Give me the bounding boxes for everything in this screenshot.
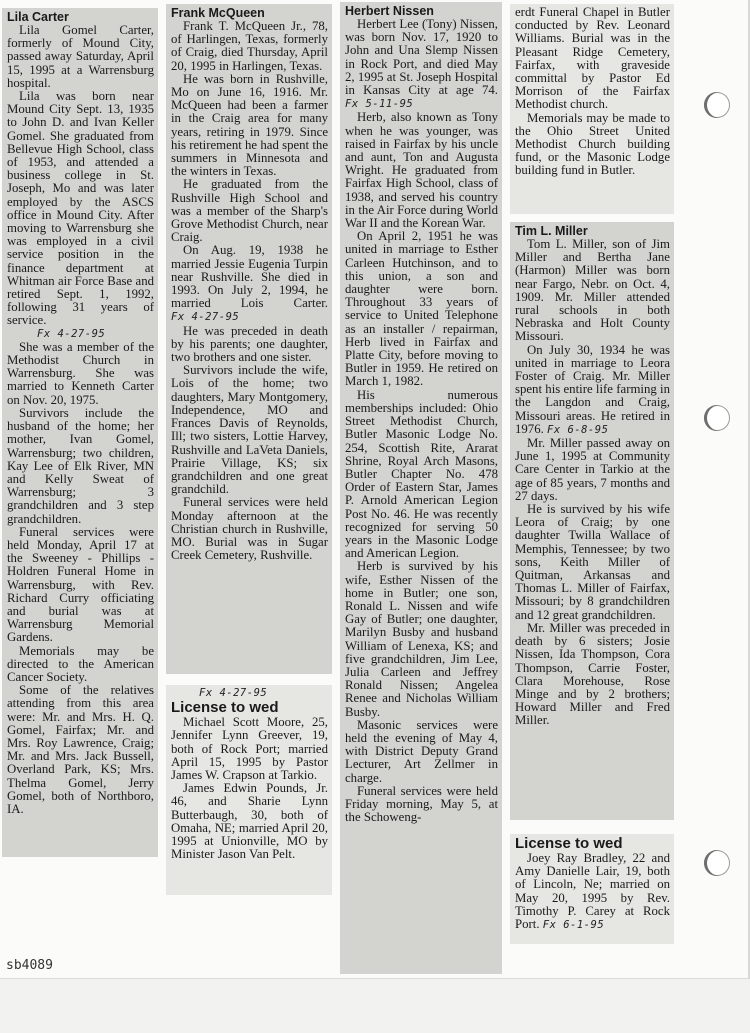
- paragraph: He was born in Rushville, Mo on June 16, 1916. Mr. McQueen had been a farmer in the Craig area for many years, retiring in 1979. Since his retirement he had spent the summers in Minnesota and the winters in Texas.: [171, 71, 328, 179]
- paragraph: Joey Ray Bradley, 22 and Amy Danielle Lair, 19, both of Lincoln, Ne; married on May 20, 1995 by Rev. Timothy P. Carey at Rock Port. Fx 6-1-95: [515, 851, 670, 932]
- binder-hole: [704, 92, 730, 118]
- paragraph: Herb, also known as Tony when he was younger, was raised in Fairfax by his uncle and aunt, Ton and Augusta Wright. He graduated from Fairfax High School, class of 1938, and served his country in the Air Force during World War II and the Korean War.: [345, 110, 498, 231]
- paragraph: He graduated from the Rushville High School and was a member of the Sharp's Grove Methodist Church, near Craig.: [171, 177, 328, 245]
- paragraph: Funeral services were held Friday morning, May 5, at the Schoweng-: [345, 783, 498, 825]
- obituary-title: Lila Carter: [7, 10, 69, 24]
- paragraph: Survivors include the husband of the home; her mother, Ivan Gomel, Warrensburg; two children, Kay Lee of Elk River, MN and Kelly Sweat of Warrensburg; 3 grandchildren and 3 step grandchildren.: [7, 405, 154, 526]
- paragraph: Some of the relatives attending from this area were: Mr. and Mrs. H. Q. Gomel, Fairfax; Mr. and Mrs. Roy Lawrence, Craig; Mr. and Mrs. Jack Bussell, Overland Park, KS; Mrs. Thelma Gomel, Jerry Gomel, both of Northboro, IA.: [7, 683, 154, 816]
- paragraph: Masonic services were held the evening of May 4, with District Deputy Grand Lecturer, Art Zellmer in charge.: [345, 717, 498, 785]
- section-title: License to wed: [171, 699, 279, 717]
- paragraph: On April 2, 1951 he was united in marriage to Esther Carleen Hutchinson, and to this union, a son and daughter were born. Throughout 33 years of service to United Telephone as an installer / repairman, Herb lived in Fairfax and Platte City, before moving to Butler in 1959. He retired on March 1, 1982.: [345, 229, 498, 389]
- obituary-lila-carter: [2, 8, 158, 857]
- license-to-wed-clipping: [166, 685, 332, 895]
- binder-hole: [704, 850, 730, 876]
- paragraph: Mr. Miller passed away on June 1, 1995 at Community Care Center in Tarkio at the age of 85 years, 7 months and 27 days.: [515, 436, 670, 503]
- obituary-continuation: [510, 4, 674, 214]
- paragraph: Herb is survived by his wife, Esther Nissen of the home in Butler; one son, Ronald L. Nissen and wife Gay of Butler; one daughter, Marilyn Busby and husband William of Lenexa, KS; and five grandchildren, Jim Lee, Julia Carleen and Jeffrey Ronald Nissen; Angelea Renee and Nicholas William Busby.: [345, 559, 498, 719]
- handwritten-note: Fx 4-27-95: [171, 311, 240, 324]
- handwritten-note: Fx 5-11-95: [345, 98, 414, 111]
- license-to-wed-clipping: [510, 834, 674, 944]
- paragraph: Survivors include the wife, Lois of the home; two daughters, Mary Montgomery, Independence, MO and Frances Davis of Reynolds, Ill; two sisters, Lottie Harvey, Rushville and LaVeta Daniels, Prairie Village, KS; six grandchildren and one great grandchild.: [171, 363, 328, 497]
- paragraph: Herbert Lee (Tony) Nissen, was born Nov. 17, 1920 to John and Una Slemp Nissen in Rock Port, and died May 2, 1995 at St. Joseph Hospital in Kansas City at age 74. Fx 5-11-95: [345, 17, 498, 111]
- paragraph: Mr. Miller was preceded in death by 6 sisters; Josie Nissen, Ida Thompson, Cora Thompson, Carrie Foster, Clara Morehouse, Rose Minge and by 2 brothers; Howard Miller and Fred Miller.: [515, 620, 670, 728]
- paragraph: James Edwin Pounds, Jr. 46, and Sharie Lynn Butterbaugh, 30, both of Omaha, NE; married April 20, 1995 at Unionville, MO by Minister Jason Van Pelt.: [171, 781, 328, 862]
- paragraph: Funeral services were held Monday, April 17 at the Sweeney - Phillips - Holdren Funeral Home in Warrensburg, with Rev. Richard Curry officiating and burial was at Warrensburg Memorial Gardens.: [7, 524, 154, 645]
- paragraph: Lila was born near Mound City Sept. 13, 1935 to John D. and Ivan Keller Gomel. She graduated from Bellevue High School, class of 1953, and attended a business college in St. Joseph, Mo and was later employed by the ASCS office in Mound City. After moving to Warrensburg she was employed in a civil service position in the finance department at Whitman air Force Base and retired Sept. 1, 1992, following 31 years of service.: [7, 89, 154, 328]
- paragraph: He is survived by his wife Leora of Craig; by one daughter Twilla Wallace of Memphis, Tennessee; by two sons, Keith Miller of Quitman, Arkansas and Thomas L. Miller of Fairfax, Missouri; by 8 grandchildren and 12 great grandchildren.: [515, 502, 670, 622]
- obituary-tim-miller: [510, 222, 674, 820]
- paragraph: Frank T. McQueen Jr., 78, of Harlingen, Texas, formerly of Craig, died Thursday, April 20, 1995 in Harlingen, Texas.: [171, 19, 328, 73]
- paragraph: Lila Gomel Carter, formerly of Mound City, passed away Saturday, April 15, 1995 at a Warrensburg hospital.: [7, 23, 154, 90]
- paragraph: Funeral services were held Monday afternoon at the Christian church in Rushville, MO. Burial was in Sugar Creek Cemetery, Rushville.: [171, 495, 328, 563]
- handwritten-note: Fx 6-1-95: [542, 919, 605, 932]
- paragraph: Memorials may be directed to the American Cancer Society.: [7, 643, 154, 684]
- obituary-title: Frank McQueen: [171, 6, 265, 20]
- binder-hole: [704, 405, 730, 431]
- handwritten-note: Fx 6-8-95: [547, 423, 609, 436]
- paragraph: She was a member of the Methodist Church in Warrensburg. She was married to Kenneth Carter on Nov. 20, 1975.: [7, 339, 154, 407]
- paragraph: Tom L. Miller, son of Jim Miller and Bertha Jane (Harmon) Miller was born near Fargo, Nebr. on Oct. 4, 1909. Mr. Miller attended rural schools in both Nebraska and Holt County Missouri.: [515, 237, 670, 344]
- obituary-frank-mcqueen: [166, 4, 332, 674]
- paragraph: On July 30, 1934 he was united in marriage to Leora Foster of Craig. Mr. Miller spent his entire life farming in the Langdon and Craig, Missouri areas. He retired in 1976. Fx 6-8-95: [515, 342, 670, 436]
- obituary-title: Herbert Nissen: [345, 4, 434, 18]
- handwritten-note: Fx 4-27-95: [37, 327, 106, 340]
- obituary-herbert-nissen: [340, 2, 502, 974]
- handwritten-note: Fx 4-27-95: [199, 687, 268, 699]
- paragraph: He was preceded in death by his parents; one daughter, two brothers and one sister.: [171, 323, 328, 365]
- paragraph: His numerous memberships included: Ohio Street Methodist Church, Butler Masonic Lodge No. 254, Scottish Rite, Ararat Shrine, Royal Arch Masons, Butler Chapter No. 478 Order of Eastern Star, James P. Arnold American Legion Post No. 46. He was recently recognized for serving 50 years in the Masonic Lodge and American Legion.: [345, 387, 498, 561]
- paragraph: erdt Funeral Chapel in Butler conducted by Rev. Leonard Williams. Burial was in the Pleasant Ridge Cemetery, Fairfax, with graveside committal by Pastor Ed Morrison of the Fairfax Methodist church.: [515, 5, 670, 112]
- scrapbook-id-note: sb4089: [6, 958, 53, 973]
- paragraph: Memorials may be made to the Ohio Street United Methodist Church building fund, or the Masonic Lodge building fund in Butler.: [515, 110, 670, 178]
- obituary-title: Tim L. Miller: [515, 224, 588, 238]
- section-title: License to wed: [515, 835, 623, 852]
- paragraph: On Aug. 19, 1938 he married Jessie Eugenia Turpin near Rushville. She died in 1993. On July 2, 1994, he married Lois Carter. Fx 4-27-95: [171, 243, 328, 324]
- paragraph: Michael Scott Moore, 25, Jennifer Lynn Greever, 19, both of Rock Port; married April 15, 1995 by Pastor James W. Crapson at Tarkio.: [171, 715, 328, 783]
